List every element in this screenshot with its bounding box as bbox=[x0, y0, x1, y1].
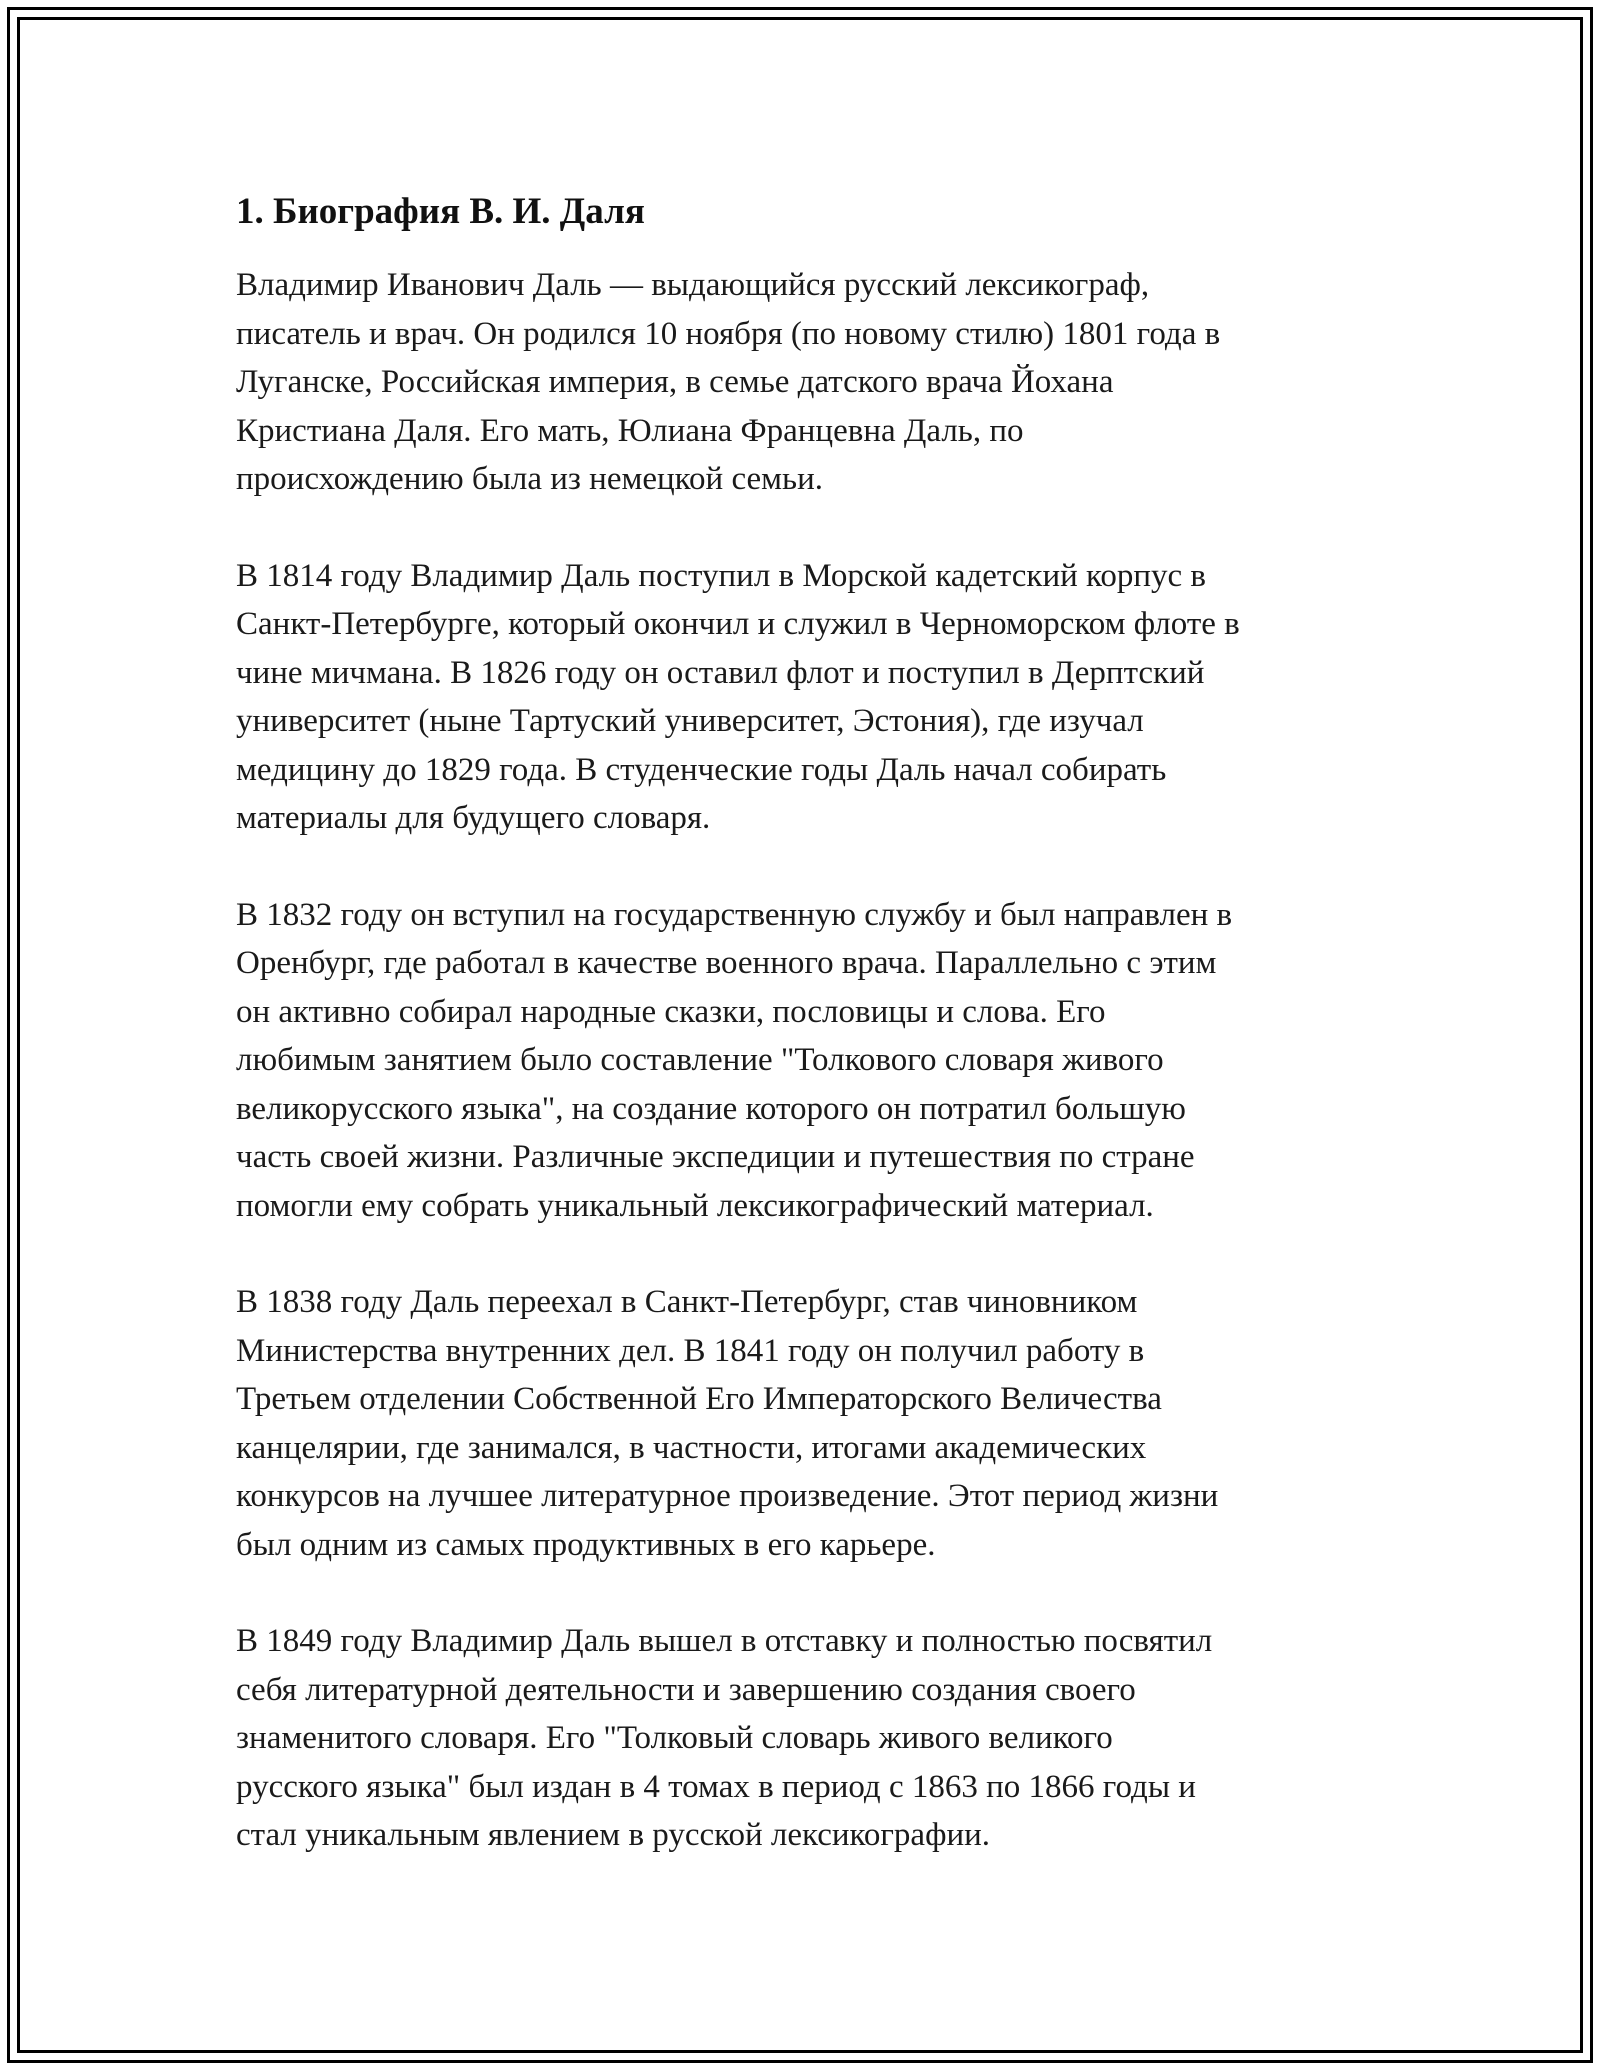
text-line: Луганске, Российская империя, в семье датского врача Йохана bbox=[236, 364, 1114, 400]
text-line: любимым занятием было составление "Толкового словаря живого bbox=[236, 1042, 1164, 1078]
text-line: помогли ему собрать уникальный лексикографический материал. bbox=[236, 1187, 1154, 1224]
section-heading: 1. Биография В. И. Даля bbox=[236, 191, 645, 232]
text-line: материалы для будущего словаря. bbox=[236, 800, 711, 836]
text-line: русского языка" был издан в 4 томах в период с 1863 по 1866 годы и bbox=[236, 1768, 1196, 1805]
text-line: часть своей жизни. Различные экспедиции и путешествия по стране bbox=[236, 1139, 1195, 1175]
text-line: стал уникальным явлением в русской лексикографии. bbox=[236, 1817, 991, 1853]
paragraph-retirement bbox=[236, 1617, 1376, 1860]
text-line: В 1814 году Владимир Даль поступил в Морской кадетский корпус в bbox=[236, 557, 1207, 594]
text-line: Владимир Иванович Даль — выдающийся русский лексикограф, bbox=[236, 267, 1150, 303]
text-line: он активно собирал народные сказки, пословицы и слова. Его bbox=[236, 993, 1106, 1030]
text-line: Оренбург, где работал в качестве военного врача. Параллельно с этим bbox=[236, 945, 1217, 981]
document-body bbox=[236, 188, 1376, 1908]
text-line: канцелярии, где занимался, в частности, итогами академических bbox=[236, 1429, 1147, 1466]
text-line: В 1838 году Даль переехал в Санкт-Петербург, став чиновником bbox=[236, 1284, 1138, 1320]
text-line: чине мичмана. В 1826 году он оставил флот и поступил в Дерптский bbox=[236, 654, 1205, 691]
text-line: знаменитого словаря. Его "Толковый словарь живого великого bbox=[236, 1720, 1113, 1756]
text-line: Кристиана Даля. Его мать, Юлиана Францевна Даль, по bbox=[236, 412, 1024, 449]
text-line: великорусского языка", на создание которого он потратил большую bbox=[236, 1090, 1186, 1127]
paragraph-education bbox=[236, 552, 1376, 843]
paragraph-early-life bbox=[236, 261, 1376, 504]
text-line: себя литературной деятельности и завершению создания своего bbox=[236, 1671, 1136, 1708]
text-line: Третьем отделении Собственной Его Императорского Величества bbox=[236, 1381, 1162, 1417]
text-line: происхождению была из немецкой семьи. bbox=[236, 461, 823, 497]
text-line: конкурсов на лучшее литературное произведение. Этот период жизни bbox=[236, 1478, 1219, 1514]
text-line: был одним из самых продуктивных в его карьере. bbox=[236, 1526, 936, 1563]
text-line: Министерства внутренних дел. В 1841 году он получил работу в bbox=[236, 1332, 1145, 1369]
paragraph-orenburg bbox=[236, 891, 1376, 1231]
text-line: В 1849 году Владимир Даль вышел в отставку и полностью посвятил bbox=[236, 1623, 1213, 1659]
text-line: медицину до 1829 года. В студенческие годы Даль начал собирать bbox=[236, 751, 1167, 788]
paragraph-petersburg bbox=[236, 1278, 1376, 1569]
text-line: Санкт-Петербурге, который окончил и служил в Черноморском флоте в bbox=[236, 606, 1240, 642]
text-line: университет (ныне Тартуский университет, Эстония), где изучал bbox=[236, 703, 1144, 739]
text-line: писатель и врач. Он родился 10 ноября (по новому стилю) 1801 года в bbox=[236, 315, 1221, 352]
text-line: В 1832 году он вступил на государственную службу и был направлен в bbox=[236, 896, 1233, 933]
